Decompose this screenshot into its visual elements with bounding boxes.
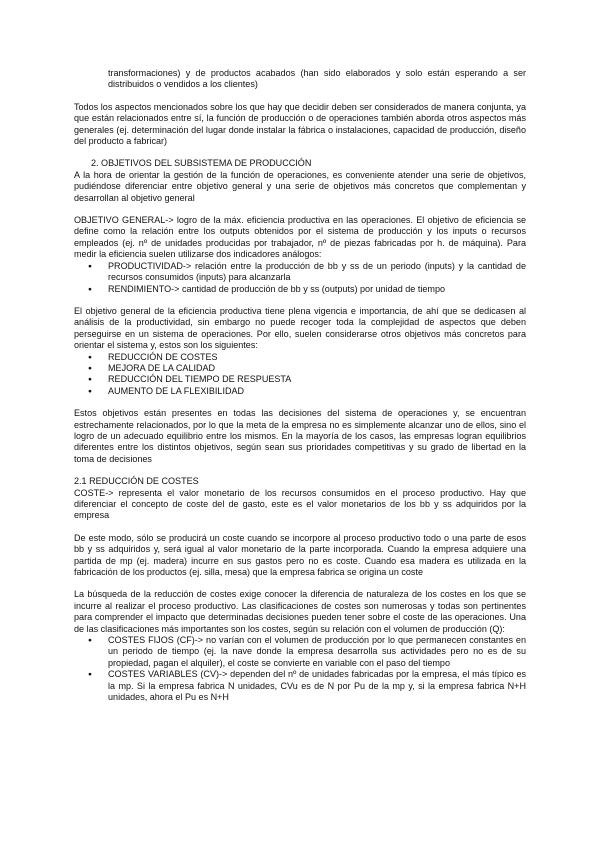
list-item: ● REDUCCIÓN DE COSTES: [74, 352, 526, 363]
paragraph-intro-continuation: transformaciones) y de productos acabados (han sido elaborados y solo están esperando a ser distribuidos o vendidos a los clientes): [108, 68, 526, 90]
document-page: [74, 68, 526, 704]
list-item: ● PRODUCTIVIDAD-> relación entre la producción de bb y ss de un periodo (inputs) y la cantidad de recursos consumidos (inputs) para alcanzarla: [74, 261, 526, 284]
paragraph-modo: De este modo, sólo se producirá un coste cuando se incorpore al proceso productivo todo o una parte de esos bb y ss adquiridos y, será igual al valor monetario de la parte incorporada. Cuando la empresa adquiere una partida de mp (ej. madera) incurre en sus gastos pero no es coste. Cuando esa madera es utilizada en la fabricación de los productos (ej. silla, mesa) que la empresa fabrica se origina un coste: [74, 532, 526, 578]
paragraph-objetivo-general: OBJETIVO GENERAL-> logro de la máx. eficiencia productiva en las operaciones. El objetivo de eficiencia se define como la relación entre los outputs obtenidos por el sistema de producción y los inputs o recursos empleados (ej. nº de unidades producidas por trabajador, nº de piezas fabricadas por h. de máquina). Para medir la eficiencia suelen utilizarse dos indicadores análogos:: [74, 215, 526, 260]
list-item: ● COSTES VARIABLES (CV)-> dependen del nº de unidades fabricadas por la empresa, el más típico es la mp. Si la empresa fabrica N unidades, CVu es de N por Pu de la mp y, si la empresa fabrica N+H unidades, ahora el Pu es N+H: [74, 669, 526, 703]
list-indicadores: [74, 261, 526, 295]
paragraph-orientar: A la hora de orientar la gestión de la función de operaciones, es conveniente atender una serie de objetivos, pudiéndose diferenciar entre objetivo general y una serie de objetivos más concretos que complementan y desarrollan al objetivo general: [74, 169, 526, 203]
paragraph-coste: COSTE-> representa el valor monetario de los recursos consumidos en el proceso productivo. Hay que diferenciar el concepto de coste del de gasto, este es el valor monetarios de los bb y ss adquiridos por la empresa: [74, 487, 526, 521]
list-objetivos: [74, 352, 526, 398]
paragraph-busqueda: La búsqueda de la reducción de costes exige conocer la diferencia de naturaleza de los costes en los que se incurre al realizar el proceso productivo. Las clasificaciones de costes son numerosas y todas son pertinentes para comprender el impacto que determinadas decisiones pueden tener sobre el coste de las operaciones. Una de las clasificaciones más importantes son los costes, según su relación con el volumen de producción (Q):: [74, 589, 526, 634]
paragraph-aspects: Todos los aspectos mencionados sobre los que hay que decidir deben ser considerados de manera conjunta, ya que están relacionados entre sí, la función de producción o de operaciones también aborda otros aspectos más generales (ej. determinación del lugar donde instalar la fábrica o instalaciones, capacidad de producción, diseño del producto a fabricar): [74, 101, 526, 147]
paragraph-eficiencia: El objetivo general de la eficiencia productiva tiene plena vigencia e importancia, de ahí que se dedicasen al análisis de la productividad, sin embargo no puede recoger toda la complejidad de aspectos que deben perseguirse en un sistema de operaciones. Por ello, suelen considerarse otros objetivos más concretos para orientar el sistema y, estos son los siguientes:: [74, 305, 526, 351]
list-costes: [74, 635, 526, 703]
list-item: ● RENDIMIENTO-> cantidad de producción de bb y ss (outputs) por unidad de tiempo: [74, 284, 526, 295]
section-heading-reduccion-costes: 2.1 REDUCCIÓN DE COSTES: [74, 476, 199, 487]
paragraph-objetivos-presentes: Estos objetivos están presentes en todas las decisiones del sistema de operaciones y, se encuentran estrechamente relacionados, por lo que la meta de la empresa no es simplemente alcanzar uno de ellos, sino el logro de un adecuado equilibrio entre los mismos. En la mayoría de los casos, las empresas logran equilibrios diferentes entre los distintos objetivos, según sean sus prioridades competitivas y su grado de libertad en la toma de decisiones: [74, 408, 526, 464]
list-item: ● MEJORA DE LA CALIDAD: [74, 363, 526, 374]
list-item: ● REDUCCIÓN DEL TIEMPO DE RESPUESTA: [74, 374, 526, 385]
list-item: ● AUMENTO DE LA FLEXIBILIDAD: [74, 386, 526, 397]
section-heading-objetivos: 2. OBJETIVOS DEL SUBSISTEMA DE PRODUCCIÓN: [91, 158, 312, 169]
list-item: ● COSTES FIJOS (CF)-> no varían con el volumen de producción por lo que permanecen constantes en un periodo de tiempo (ej. la nave donde la empresa desarrolla sus actividades pero no es de su propiedad, pagan el alquiler), el coste se convierte en variable con el paso del tiempo: [74, 635, 526, 669]
